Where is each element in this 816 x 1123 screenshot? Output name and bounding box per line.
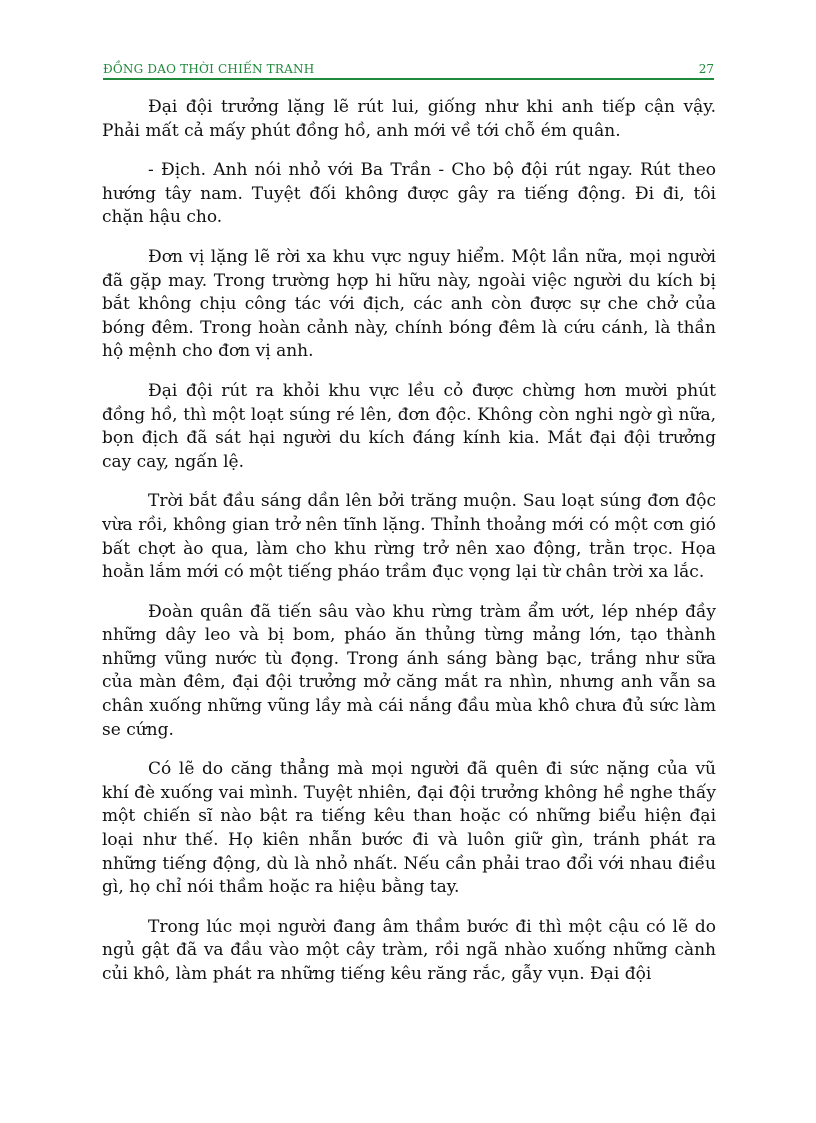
- running-header: [103, 62, 714, 80]
- running-title: ĐỒNG DAO THỜI CHIẾN TRANH: [103, 62, 315, 76]
- paragraph-5: Trời bắt đầu sáng dần lên bởi trăng muộn. Sau loạt súng đơn độc vừa rồi, không gian trở nên tĩnh lặng. Thỉnh thoảng mới có một cơn gió bất chợt ào qua, làm cho khu rừng trở nên xao động, trằn trọc. Họa hoằn lắm mới có một tiếng pháo trầm đục vọng lại từ chân trời xa lắc.: [102, 491, 716, 583]
- paragraph-3: Đơn vị lặng lẽ rời xa khu vực nguy hiểm. Một lần nữa, mọi người đã gặp may. Trong trường hợp hi hữu này, ngoài việc người du kích bị bắt không chịu công tác với địch, các anh còn được sự che chở của bóng đêm. Trong hoàn cảnh này, chính bóng đêm là cứu cánh, là thần hộ mệnh cho đơn vị anh.: [102, 246, 716, 362]
- paragraph-6: Đoàn quân đã tiến sâu vào khu rừng tràm ẩm ướt, lép nhép đầy những dây leo và bị bom, pháo ăn thủng từng mảng lớn, tạo thành những vũng nước tù đọng. Trong ánh sáng bàng bạc, trắng như sữa của màn đêm, đại đội trưởng mở căng mắt ra nhìn, nhưng anh vẫn sa chân xuống những vũng lầy mà cái nắng đầu mùa khô chưa đủ sức làm se cứng.: [102, 601, 716, 740]
- body-text: [102, 96, 716, 1003]
- page-number: 27: [698, 62, 714, 76]
- paragraph-1: Đại đội trưởng lặng lẽ rút lui, giống như khi anh tiếp cận vậy. Phải mất cả mấy phút đồng hồ, anh mới về tới chỗ ém quân.: [102, 97, 716, 141]
- paragraph-2: - Địch. Anh nói nhỏ với Ba Trần - Cho bộ đội rút ngay. Rút theo hướng tây nam. Tuyệt đối không được gây ra tiếng động. Đi đi, tôi chặn hậu cho.: [102, 160, 716, 228]
- paragraph-7: Có lẽ do căng thẳng mà mọi người đã quên đi sức nặng của vũ khí đè xuống vai mình. Tuyệt nhiên, đại đội trưởng không hề nghe thấy một chiến sĩ nào bật ra tiếng kêu than hoặc có những biểu hiện đại loại như thế. Họ kiên nhẫn bước đi và luôn giữ gìn, tránh phát ra những tiếng động, dù là nhỏ nhất. Nếu cần phải trao đổi với nhau điều gì, họ chỉ nói thầm hoặc ra hiệu bằng tay.: [102, 759, 716, 898]
- paragraph-8: Trong lúc mọi người đang âm thầm bước đi thì một cậu có lẽ do ngủ gật đã va đầu vào một cây tràm, rồi ngã nhào xuống những cành củi khô, làm phát ra những tiếng kêu răng rắc, gẫy vụn. Đại đội: [102, 916, 716, 984]
- paragraph-4: Đại đội rút ra khỏi khu vực lều cỏ được chừng hơn mười phút đồng hồ, thì một loạt súng ré lên, đơn độc. Không còn nghi ngờ gì nữa, bọn địch đã sát hại người du kích đáng kính kia. Mắt đại đội trưởng cay cay, ngấn lệ.: [102, 380, 716, 472]
